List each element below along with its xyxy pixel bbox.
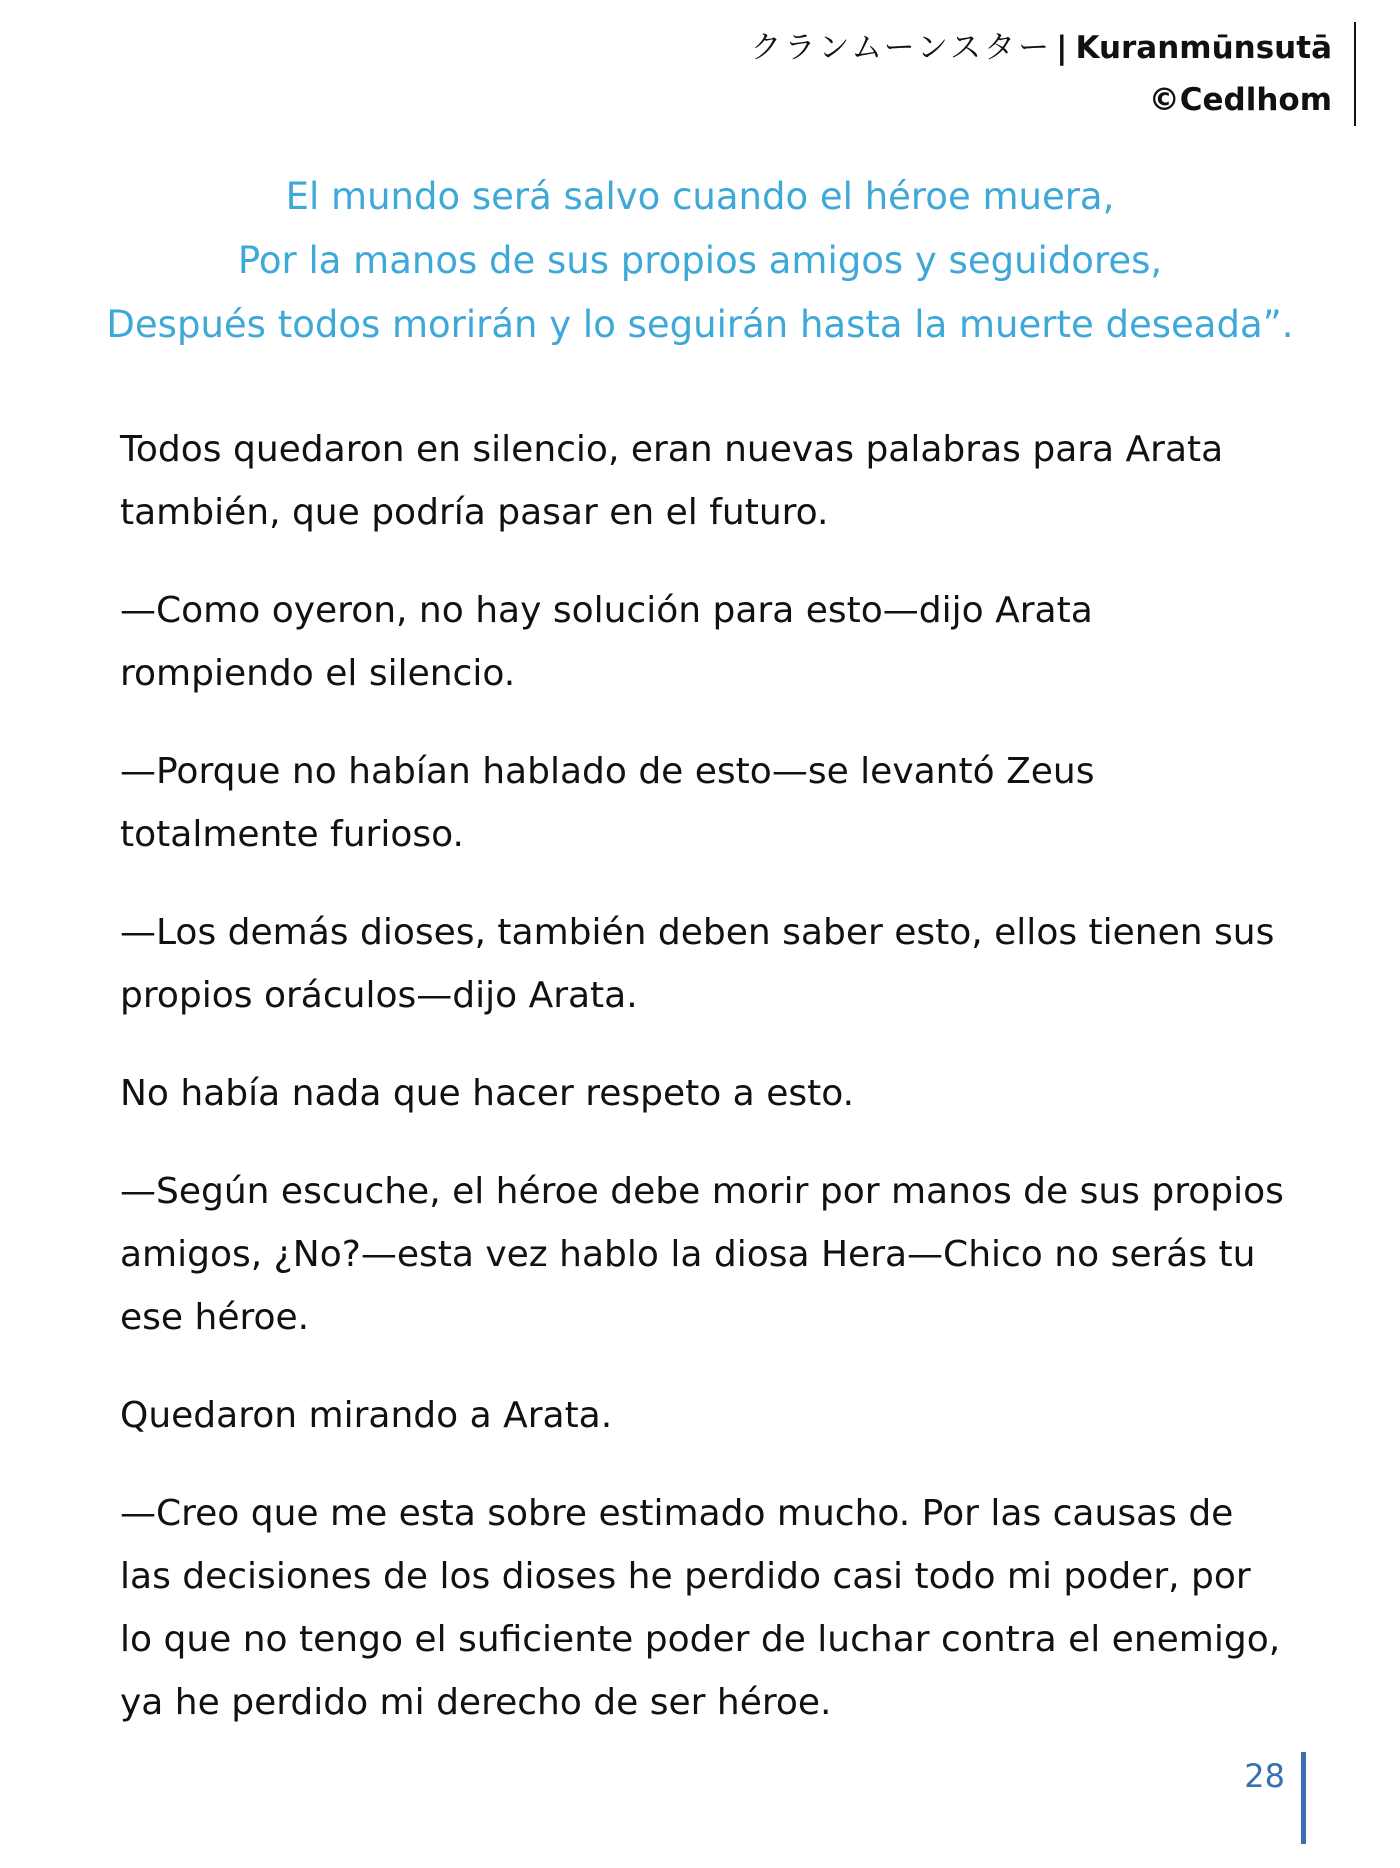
paragraph-line: —Según escuche, el héroe debe morir por manos de sus propios [120, 1171, 1284, 1212]
paragraph-line: —Creo que me esta sobre estimado mucho. Por las causas de [120, 1493, 1234, 1534]
paragraph [120, 1160, 1300, 1349]
paragraph [120, 1062, 1300, 1125]
paragraph-line: —Porque no habían hablado de esto—se levantó Zeus [120, 751, 1095, 792]
page-number: 28 [1244, 1752, 1306, 1844]
paragraph-line: amigos, ¿No?—esta vez hablo la diosa Hera—Chico no serás tu [120, 1234, 1256, 1275]
paragraph [120, 1384, 1300, 1447]
paragraph [120, 579, 1300, 705]
paragraph [120, 740, 1300, 866]
paragraph-line: ese héroe. [120, 1297, 310, 1338]
paragraph-line: lo que no tengo el suficiente poder de luchar contra el enemigo, [120, 1619, 1281, 1660]
poem-line: El mundo será salvo cuando el héroe muera, [285, 175, 1115, 218]
paragraph-line: totalmente furioso. [120, 814, 464, 855]
paragraph-line: Todos quedaron en silencio, eran nuevas palabras para Arata [120, 429, 1224, 470]
paragraph-line: ya he perdido mi derecho de ser héroe. [120, 1682, 832, 1723]
poem-line: Después todos morirán y lo seguirán hasta la muerte deseada”. [106, 303, 1294, 346]
paragraph-line: propios oráculos—dijo Arata. [120, 975, 638, 1016]
poem-block [0, 165, 1400, 357]
paragraph-line: No había nada que hacer respeto a esto. [120, 1073, 855, 1114]
body-text [120, 418, 1300, 1769]
paragraph-line: rompiendo el silencio. [120, 653, 516, 694]
paragraph [120, 418, 1300, 544]
page-header [432, 22, 1356, 126]
paragraph [120, 1482, 1300, 1734]
header-separator: | [1056, 30, 1068, 66]
paragraph-line: —Los demás dioses, también deben saber esto, ellos tienen sus [120, 912, 1275, 953]
series-title-romaji: Kuranmūnsutā [1075, 30, 1332, 66]
paragraph-line: las decisiones de los dioses he perdido casi todo mi poder, por [120, 1556, 1251, 1597]
header-title-line [432, 22, 1332, 74]
paragraph [120, 901, 1300, 1027]
paragraph-line: también, que podría pasar en el futuro. [120, 492, 829, 533]
paragraph-line: Quedaron mirando a Arata. [120, 1395, 613, 1436]
copyright-text: ©Cedlhom [1148, 82, 1332, 118]
paragraph-line: —Como oyeron, no hay solución para esto—dijo Arata [120, 590, 1093, 631]
series-title-jp: クランムーンスター [750, 30, 1053, 66]
poem-line: Por la manos de sus propios amigos y seguidores, [237, 239, 1163, 282]
